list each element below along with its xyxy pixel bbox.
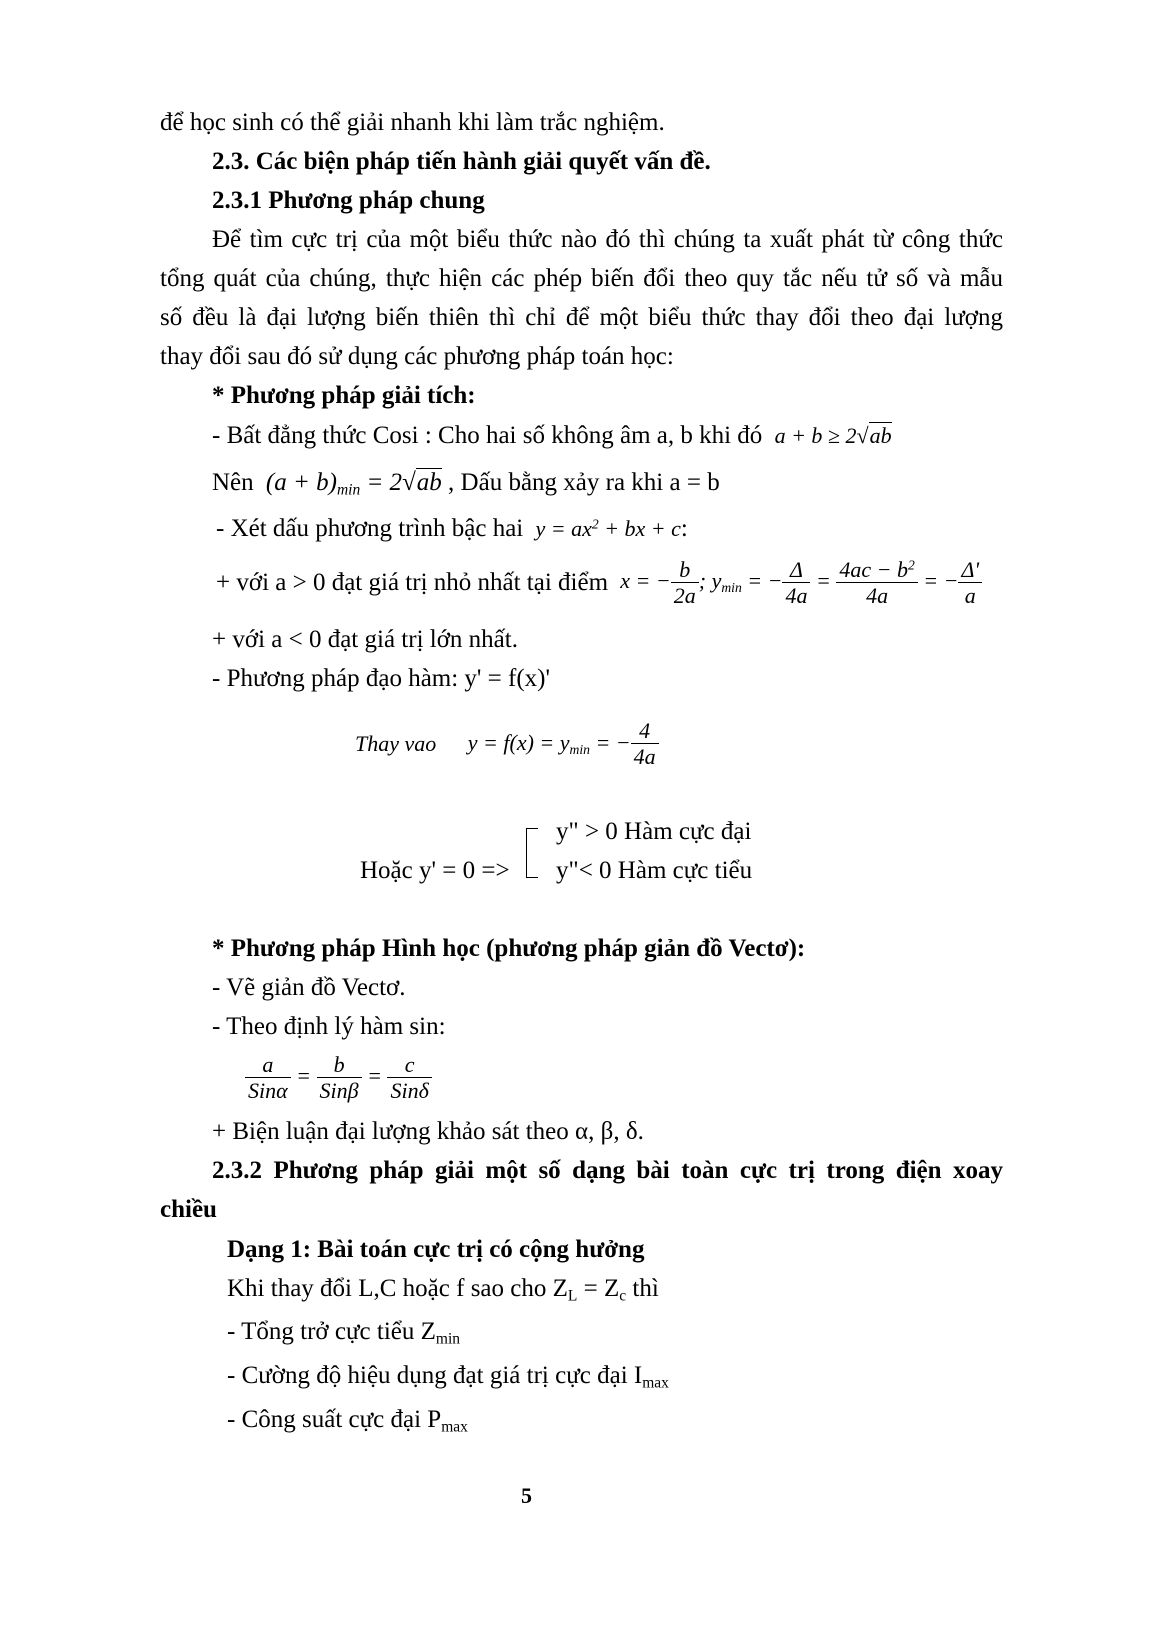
sine-law-formula: $\frac{a}{\text{Sinα}}$ = $\frac{b}{\text{Sinβ}}$ = $\frac{c}{\text{Sinδ}}$ xyxy=(245,1052,432,1104)
cosi-min-line xyxy=(212,468,720,500)
sine-law-line: - Theo định lý hàm sin: xyxy=(212,1013,446,1040)
substitute-formula: Thay vao $y = f(x) = y_{min}$ = − $\frac{4}{4a}$ xyxy=(355,718,659,770)
bullet-max-power: - Công suất cực đại $P_{max}$ xyxy=(227,1406,468,1436)
quadratic-formula: $y = ax^2$ + bx + c xyxy=(535,516,681,541)
paragraph-line-1: Để tìm cực trị của một biểu thức nào đó thì chúng ta xuất phát từ công thức xyxy=(212,226,1003,253)
nen-text: Nên xyxy=(212,469,254,496)
case-positive-line xyxy=(216,557,982,609)
heading-2-3-1: 2.3.1 Phương pháp chung xyxy=(212,187,485,214)
case-positive-text: + với a > 0 đạt giá trị nhỏ nhất tại điểm xyxy=(216,568,609,596)
quadratic-text: - Xét dấu phương trình bậc hai xyxy=(216,515,524,542)
resonance-condition-line: Khi thay đổi L,C hoặc f sao cho $Z_L = Z_c$ thì xyxy=(227,1275,659,1305)
paragraph-line-3: số đều là đại lượng biến thiên thì chỉ để một biểu thức thay đổi theo đại lượng xyxy=(160,304,1003,331)
bullet-min-impedance: - Tổng trở cực tiểu $Z_{min}$ xyxy=(227,1318,461,1348)
quadratic-line: - Xét dấu phương trình bậc hai $y = ax^2$ + bx + c: xyxy=(216,515,688,542)
page-number: 5 xyxy=(521,1483,532,1508)
paragraph-intro-end: để học sinh có thể giải nhanh khi làm trắc nghiệm. xyxy=(160,109,665,136)
cases-line-1: y" > 0 Hàm cực đại xyxy=(556,818,752,845)
case-negative-line: + với a < 0 đạt giá trị lớn nhất. xyxy=(212,626,518,653)
heading-analytic-method: * Phương pháp giải tích: xyxy=(212,382,476,409)
cosi-min-formula: $(a + b)_{min} = 2√ab$ xyxy=(265,469,442,499)
cases-prefix: Hoặc y' = 0 => xyxy=(360,857,510,884)
heading-geometry-method: * Phương pháp Hình học (phương pháp giản đồ Vectơ): xyxy=(212,935,806,962)
equality-condition-text: , Dấu bằng xảy ra khi a = b xyxy=(448,469,720,496)
discussion-line: + Biện luận đại lượng khảo sát theo α, β, δ. xyxy=(212,1118,644,1145)
heading-2-3-2: 2.3.2 Phương pháp giải một số dạng bài toàn cực trị trong điện xoay xyxy=(212,1157,1003,1184)
paragraph-line-2: tổng quát của chúng, thực hiện các phép biến đổi theo quy tắc nếu tử số và mẫu xyxy=(160,265,1003,292)
heading-2-3: 2.3. Các biện pháp tiến hành giải quyết vấn đề. xyxy=(212,148,711,175)
vertex-formula: x = − $\frac{b}{2a}$ ; $y_{min}$ = − $\frac{\Delta}{4a}$ = $\frac{4ac - b^2}{4a}$ = − $\frac{\Delta'}{a}$ xyxy=(620,568,982,593)
heading-dang-1: Dạng 1: Bài toán cực trị có cộng hưởng xyxy=(227,1236,645,1263)
cosi-formula: a + b ≥ 2√ab xyxy=(774,423,892,448)
cosi-text: - Bất đẳng thức Cosi : Cho hai số không âm a, b khi đó xyxy=(212,422,763,449)
cases-bracket xyxy=(526,828,538,878)
vector-diagram-line: - Vẽ giản đồ Vectơ. xyxy=(212,974,406,1001)
cosi-inequality-line xyxy=(212,421,892,451)
heading-2-3-2-continued: chiều xyxy=(160,1196,217,1223)
paragraph-line-4: thay đổi sau đó sử dụng các phương pháp toán học: xyxy=(160,343,674,370)
derivative-method-line: - Phương pháp đạo hàm: y' = f(x)' xyxy=(212,665,551,692)
bullet-max-current: - Cường độ hiệu dụng đạt giá trị cực đại $I_{max}$ xyxy=(227,1362,669,1392)
cases-line-2: y"< 0 Hàm cực tiểu xyxy=(556,857,753,884)
